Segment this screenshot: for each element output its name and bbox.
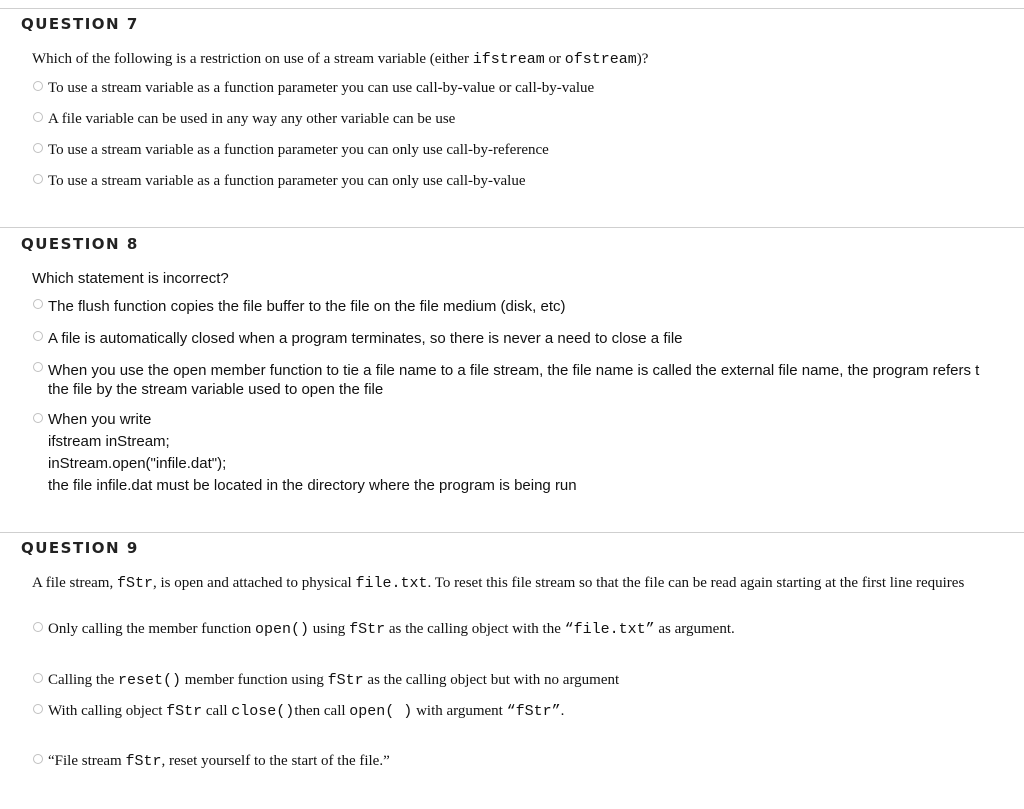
q9-option-4-label	[48, 753, 390, 770]
q9-option-2-label	[48, 672, 619, 689]
q9-o1-text-2: using	[309, 621, 350, 637]
q9-o3-code-1: fStr	[166, 703, 203, 720]
q8-option-3-label	[48, 361, 979, 399]
q9-o2-text-1: Calling the	[48, 672, 118, 688]
q8-option-3-line-2: the file by the stream variable used to open the file	[48, 381, 384, 398]
q7-prompt-code-ifstream: ifstream	[472, 51, 545, 68]
question-8-heading: QUESTION 8	[21, 235, 139, 253]
q9-o4-text-1: “File stream	[48, 753, 126, 769]
q9-prompt-text-1: A file stream,	[32, 575, 117, 591]
q9-o2-text-3: as the calling object but with no argument	[363, 672, 620, 688]
q9-o3-code-2: close()	[231, 703, 295, 720]
q7-option-4-radio[interactable]	[33, 174, 43, 184]
q9-o2-text-2: member function using	[181, 672, 328, 688]
q8-option-2-label: A file is automatically closed when a program terminates, so there is never a need to close a file	[48, 330, 683, 347]
q9-prompt-text-2: , is open and attached to physical	[153, 575, 356, 591]
q9-o3-code-3: open( )	[349, 703, 413, 720]
question-9-heading: QUESTION 9	[21, 539, 139, 557]
q9-option-3-label	[48, 703, 564, 720]
q9-o3-text-1: With calling object	[48, 703, 167, 719]
q9-o2-code-1: reset()	[118, 672, 182, 689]
q9-o3-code-4: “fStr”	[506, 703, 561, 720]
q7-option-2-label: A file variable can be used in any way any other variable can be use	[48, 111, 456, 127]
q9-o1-text-3: as the calling object with the	[385, 621, 565, 637]
q8-option-4-line-3: inStream.open("infile.dat");	[48, 455, 227, 472]
q7-prompt-code-ofstream: ofstream	[564, 51, 637, 68]
q7-prompt-text-2: or	[544, 51, 565, 67]
q9-o1-text-4: as argument.	[654, 621, 735, 637]
q7-option-1-radio[interactable]	[33, 81, 43, 91]
q9-option-1-radio[interactable]	[33, 622, 43, 632]
q7-option-2-radio[interactable]	[33, 112, 43, 122]
q9-o1-code-3: “file.txt”	[564, 621, 655, 638]
q9-o3-text-4: with argument	[412, 703, 507, 719]
q7-option-4-label: To use a stream variable as a function parameter you can only use call-by-value	[48, 173, 526, 189]
q8-option-1-radio[interactable]	[33, 299, 43, 309]
q8-option-4-line-4: the file infile.dat must be located in the directory where the program is being run	[48, 477, 577, 494]
q9-o3-text-2: call	[202, 703, 232, 719]
q8-option-3-line-1: When you use the open member function to tie a file name to a file stream, the file name is called the external file name, the program refers t	[48, 362, 980, 379]
q9-prompt-code-filetxt: file.txt	[355, 575, 428, 592]
q9-option-2-radio[interactable]	[33, 673, 43, 683]
q9-option-4-radio[interactable]	[33, 754, 43, 764]
q7-option-3-label: To use a stream variable as a function parameter you can only use call-by-reference	[48, 142, 549, 158]
q9-o1-code-2: fStr	[349, 621, 386, 638]
question-8-prompt: Which statement is incorrect?	[32, 270, 229, 287]
q8-option-4-line-1: When you write	[48, 411, 152, 428]
divider-q8	[0, 227, 1024, 228]
q8-option-2-radio[interactable]	[33, 331, 43, 341]
question-7-heading: QUESTION 7	[21, 15, 139, 33]
q9-option-3-radio[interactable]	[33, 704, 43, 714]
q7-option-3-radio[interactable]	[33, 143, 43, 153]
q9-o2-code-2: fStr	[327, 672, 364, 689]
question-7-prompt	[32, 51, 648, 68]
divider-q9	[0, 532, 1024, 533]
q7-prompt-text-3: )?	[636, 51, 649, 67]
q8-option-4-line-2: ifstream inStream;	[48, 433, 170, 450]
q9-prompt-text-3: . To reset this file stream so that the file can be read again starting at the first line requires	[427, 575, 965, 591]
question-9-prompt	[32, 575, 964, 592]
q7-prompt-text-1: Which of the following is a restriction on use of a stream variable (either	[32, 51, 473, 67]
divider-q7	[0, 8, 1024, 9]
q9-o3-text-3: then call	[294, 703, 350, 719]
q9-option-1-label	[48, 621, 735, 638]
q9-prompt-code-fstr: fStr	[116, 575, 153, 592]
q7-option-1-label: To use a stream variable as a function parameter you can use call-by-value or call-by-value	[48, 80, 595, 96]
q9-o4-code-1: fStr	[125, 753, 162, 770]
q8-option-4-radio[interactable]	[33, 413, 43, 423]
q8-option-4-label	[48, 409, 577, 497]
q8-option-1-label: The flush function copies the file buffer to the file on the file medium (disk, etc)	[48, 298, 566, 315]
q9-o1-text-1: Only calling the member function	[48, 621, 256, 637]
q9-o1-code-1: open()	[255, 621, 310, 638]
q9-o4-text-2: , reset yourself to the start of the file.”	[161, 753, 390, 769]
q9-o3-text-5: .	[560, 703, 565, 719]
q8-option-3-radio[interactable]	[33, 362, 43, 372]
